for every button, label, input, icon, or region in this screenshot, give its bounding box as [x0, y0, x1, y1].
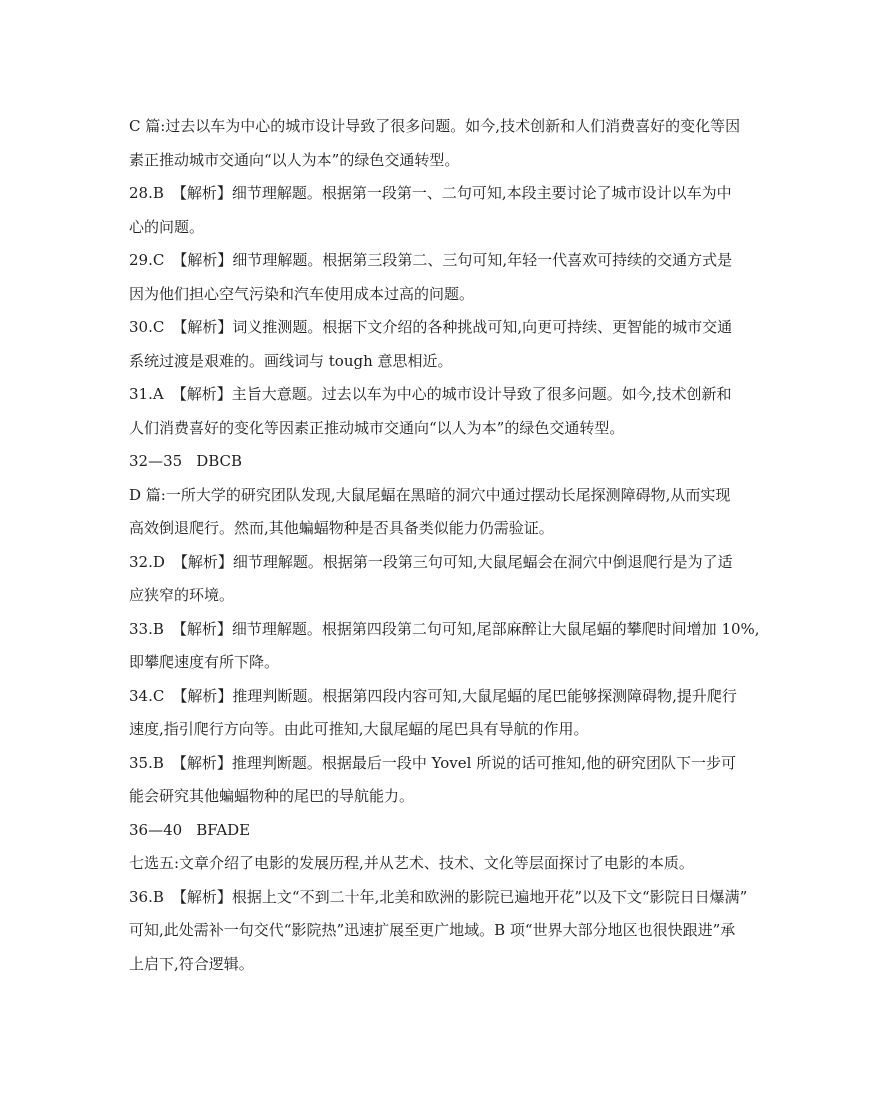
answer-first-line: [129, 311, 769, 345]
question-range: 32—35: [129, 452, 183, 470]
answer-number: 35.B: [129, 753, 164, 772]
analysis-tag: 【解析】: [172, 251, 233, 269]
summary-line: D 篇:一所大学的研究团队发现,大鼠尾蝠在黑暗的洞穴中通过摆动长尾探测障碍物,从而实现: [129, 485, 731, 504]
analysis-line: 速度,指引爬行方向等。由此可推知,大鼠尾蝠的尾巴具有导航的作用。: [129, 720, 589, 738]
question-range: 36—40: [129, 820, 183, 839]
analysis-line: 能会研究其他蝙蝠物种的尾巴的导航能力。: [129, 787, 415, 805]
answer-first-line: [129, 613, 769, 647]
answer-32: [129, 546, 769, 613]
analysis-tag: 【解析】: [171, 887, 232, 906]
answer-first-line: [129, 881, 769, 915]
analysis-text: 根据上文“不到二十年,北美和欧洲的影院已遍地开花”以及下文“影院日日爆满”: [231, 887, 748, 906]
analysis-text: 词义推测题。根据下文介绍的各种挑战可知,向更可持续、更智能的城市交通: [232, 318, 733, 336]
analysis-text: 细节理解题。根据第一段第三句可知,大鼠尾蝠会在洞穴中倒退爬行是为了适: [232, 552, 733, 571]
analysis-line: 人们消费喜好的变化等因素正推动城市交通向“以人为本”的绿色交通转型。: [129, 418, 625, 437]
answer-first-line: [129, 747, 769, 781]
answer-34: [129, 680, 769, 747]
analysis-tag: 【解析】: [172, 318, 233, 336]
answer-first-line: [129, 546, 769, 580]
answer-number: 32.D: [129, 552, 165, 571]
answer-33: [129, 613, 769, 680]
answer-first-line: [129, 244, 769, 278]
analysis-line: 应狭窄的环境。: [129, 586, 235, 604]
analysis-line: 因为他们担心空气污染和汽车使用成本过高的问题。: [129, 284, 475, 303]
answer-first-line: [129, 680, 769, 714]
answer-number: 33.B: [129, 619, 164, 638]
summary-line: 高效倒退爬行。然而,其他蝙蝠物种是否具备类似能力仍需验证。: [129, 519, 554, 537]
analysis-text: 细节理解题。根据第一段第一、二句可知,本段主要讨论了城市设计以车为中: [231, 184, 732, 202]
analysis-text: 细节理解题。根据第三段第二、三句可知,年轻一代喜欢可持续的交通方式是: [232, 251, 733, 269]
summary-line: 七选五:文章介绍了电影的发展历程,并从艺术、技术、文化等层面探讨了电影的本质。: [129, 854, 694, 872]
analysis-tag: 【解析】: [171, 753, 232, 772]
answer-first-line: [129, 378, 769, 412]
analysis-text: 细节理解题。根据第四段第二句可知,尾部麻醉让大鼠尾蝠的攀爬时间增加 10%,: [231, 619, 760, 638]
answer-first-line: [129, 177, 769, 211]
analysis-tag: 【解析】: [171, 184, 232, 202]
answer-35: [129, 747, 769, 814]
range-answers: BFADE: [196, 820, 251, 839]
analysis-tag: 【解析】: [171, 619, 232, 638]
answer-28: [129, 177, 769, 244]
answer-key-content: [129, 110, 769, 981]
passage-c-summary: [129, 110, 769, 177]
answer-number: 31.A: [129, 385, 164, 403]
analysis-line: 可知,此处需补一句交代“影院热”迅速扩展至更广地域。B 项“世界大部分地区也很快跟进”承: [129, 921, 736, 939]
answer-number: 29.C: [129, 251, 165, 269]
answer-31: [129, 378, 769, 445]
answer-29: [129, 244, 769, 311]
answer-range-36-40: [129, 814, 769, 848]
answer-number: 36.B: [129, 887, 164, 906]
analysis-line: 上启下,符合逻辑。: [129, 954, 254, 973]
answer-number: 28.B: [129, 184, 164, 202]
analysis-text: 推理判断题。根据最后一段中 Yovel 所说的话可推知,他的研究团队下一步可: [231, 753, 736, 772]
answer-36: [129, 881, 769, 982]
analysis-text: 主旨大意题。过去以车为中心的城市设计导致了很多问题。如今,技术创新和: [231, 385, 732, 403]
passage-d-summary: [129, 479, 769, 546]
seven-choose-five-summary: [129, 847, 769, 881]
answer-30: [129, 311, 769, 378]
analysis-line: 心的问题。: [129, 217, 205, 236]
summary-line: 素正推动城市交通向“以人为本”的绿色交通转型。: [129, 150, 460, 169]
analysis-text: 推理判断题。根据第四段内容可知,大鼠尾蝠的尾巴能够探测障碍物,提升爬行: [232, 686, 737, 705]
range-answers: DBCB: [196, 452, 243, 470]
summary-line: C 篇:过去以车为中心的城市设计导致了很多问题。如今,技术创新和人们消费喜好的变化等因: [129, 117, 741, 135]
answer-range-32-35: [129, 445, 769, 479]
analysis-line: 系统过渡是艰难的。画线词与 tough 意思相近。: [129, 351, 453, 370]
analysis-line: 即攀爬速度有所下降。: [129, 653, 280, 671]
analysis-tag: 【解析】: [172, 552, 233, 571]
analysis-tag: 【解析】: [171, 385, 232, 403]
answer-number: 34.C: [129, 686, 165, 705]
answer-number: 30.C: [129, 318, 165, 336]
analysis-tag: 【解析】: [172, 686, 233, 705]
